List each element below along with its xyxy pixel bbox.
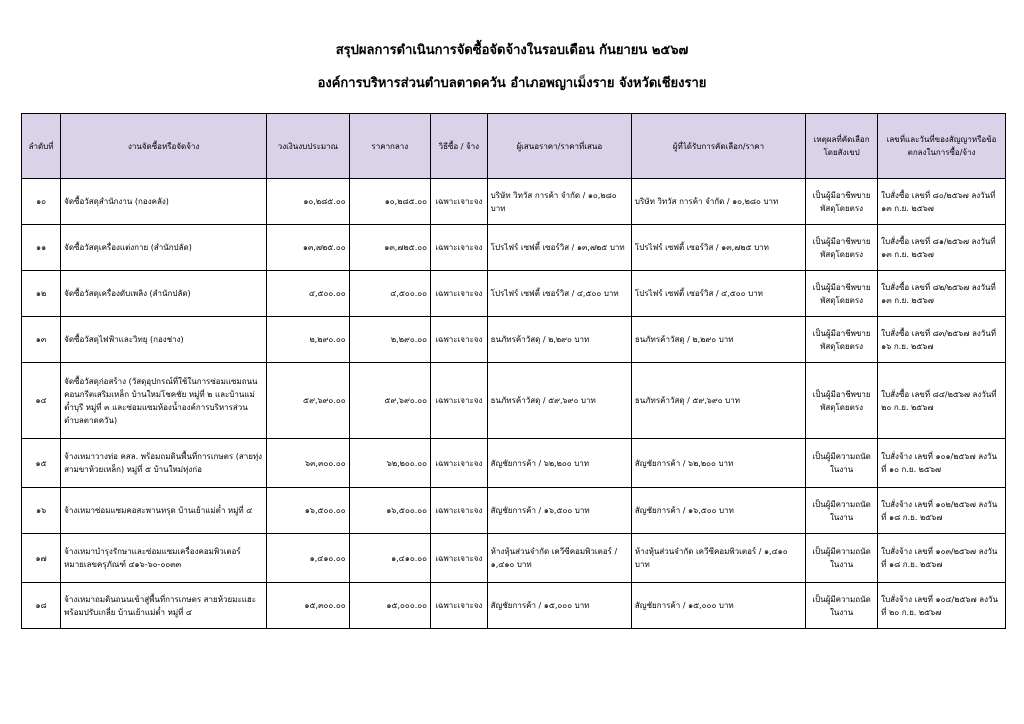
col-header-item: งานจัดซื้อหรือจัดจ้าง xyxy=(61,114,267,179)
table-row xyxy=(22,271,1006,317)
budget-amount-cell: ๑,๔๑๐.๐๐ xyxy=(267,534,349,583)
table-row xyxy=(22,179,1006,225)
selected-vendor-and-price-cell: โปรไฟร์ เซฟตี้ เซอร์วิส / ๔,๕๐๐ บาท xyxy=(631,271,805,317)
budget-amount-cell: ๖๓,๓๐๐.๐๐ xyxy=(267,439,349,488)
item-description-cell: จัดซื้อวัสดุไฟฟ้าและวิทยุ (กองช่าง) xyxy=(61,317,267,363)
median-price-cell: ๑๕,๐๐๐.๐๐ xyxy=(349,583,430,629)
selected-vendor-and-price-cell: ธนภัทรค้าวัสดุ / ๕๙,๖๙๐ บาท xyxy=(631,363,805,439)
selected-vendor-and-price-cell: โปรไฟร์ เซฟตี้ เซอร์วิส / ๑๓,๗๒๕ บาท xyxy=(631,225,805,271)
procurement-method-cell: เฉพาะเจาะจง xyxy=(431,271,488,317)
selection-reason-cell: เป็นผู้มีอาชีพขายพัสดุโดยตรง xyxy=(806,225,878,271)
procurement-method-cell: เฉพาะเจาะจง xyxy=(431,179,488,225)
col-header-budget: วงเงินงบประมาณ xyxy=(267,114,349,179)
budget-amount-cell: ๑๕,๓๐๐.๐๐ xyxy=(267,583,349,629)
table-header-row xyxy=(22,114,1006,179)
selected-vendor-and-price-cell: ธนภัทรค้าวัสดุ / ๒,๒๙๐ บาท xyxy=(631,317,805,363)
bidder-and-price-cell: ธนภัทรค้าวัสดุ / ๒,๒๙๐ บาท xyxy=(487,317,631,363)
budget-amount-cell: ๔,๕๐๐.๐๐ xyxy=(267,271,349,317)
row-number-cell: ๑๓ xyxy=(22,317,61,363)
col-header-no: ลำดับที่ xyxy=(22,114,61,179)
col-header-winner: ผู้ที่ได้รับการคัดเลือก/ราคา xyxy=(631,114,805,179)
procurement-method-cell: เฉพาะเจาะจง xyxy=(431,534,488,583)
item-description-cell: จ้างเหมาซ่อมแซมคอสะพานทรุด บ้านเย้าแม่ต๋ำ หมู่ที่ ๔ xyxy=(61,488,267,534)
median-price-cell: ๕๙,๖๙๐.๐๐ xyxy=(349,363,430,439)
contract-number-date-cell: ใบสั่งซื้อ เลขที่ ๘๐/๒๕๖๗ ลงวันที่ ๑๓ ก.ย. ๒๕๖๗ xyxy=(878,179,1006,225)
table-row xyxy=(22,488,1006,534)
contract-number-date-cell: ใบสั่งซื้อ เลขที่ ๘๒/๒๕๖๗ ลงวันที่ ๑๓ ก.ย. ๒๕๖๗ xyxy=(878,271,1006,317)
table-body xyxy=(22,179,1006,629)
selection-reason-cell: เป็นผู้มีความถนัดในงาน xyxy=(806,534,878,583)
median-price-cell: ๒,๒๙๐.๐๐ xyxy=(349,317,430,363)
median-price-cell: ๑,๔๑๐.๐๐ xyxy=(349,534,430,583)
bidder-and-price-cell: โปรไฟร์ เซฟตี้ เซอร์วิส / ๑๓,๗๒๕ บาท xyxy=(487,225,631,271)
bidder-and-price-cell: บริษัท วิทวัส การค้า จำกัด / ๑๐,๒๘๐ บาท xyxy=(487,179,631,225)
table-row xyxy=(22,363,1006,439)
bidder-and-price-cell: โปรไฟร์ เซฟตี้ เซอร์วิส / ๔,๕๐๐ บาท xyxy=(487,271,631,317)
row-number-cell: ๑๖ xyxy=(22,488,61,534)
median-price-cell: ๑๐,๒๘๕.๐๐ xyxy=(349,179,430,225)
document-title: สรุปผลการดำเนินการจัดซื้อจัดจ้างในรอบเดือน กันยายน ๒๕๖๗ xyxy=(335,43,689,58)
table-row xyxy=(22,534,1006,583)
selected-vendor-and-price-cell: สัญชัยการค้า / ๑๕,๐๐๐ บาท xyxy=(631,583,805,629)
row-number-cell: ๑๔ xyxy=(22,363,61,439)
contract-number-date-cell: ใบสั่งจ้าง เลขที่ ๑๐๑/๒๕๖๗ ลงวันที่ ๑๐ ก.ย. ๒๕๖๗ xyxy=(878,439,1006,488)
item-description-cell: จัดซื้อวัสดุก่อสร้าง (วัสดุอุปกรณ์ที่ใช้ในการซ่อมแซมถนนคอนกรีตเสริมเหล็ก บ้านใหม่โชคชัย หมู่ที่ ๒ และบ้านแม่ต๋ำบุรี หมู่ที่ ๓ และซ่อมแซมห้องน้ำองค์การบริหารส่วนตำบลตาดควัน) xyxy=(61,363,267,439)
item-description-cell: จ้างเหมาวางท่อ คสล. พร้อมถมดินพื้นที่การเกษตร (สายทุ่งสามขาห้วยเหล็ก) หมู่ที่ ๕ บ้านใหม่ทุ่งก่อ xyxy=(61,439,267,488)
budget-amount-cell: ๑๓,๗๒๕.๐๐ xyxy=(267,225,349,271)
procurement-table xyxy=(21,113,1006,629)
selection-reason-cell: เป็นผู้มีอาชีพขายพัสดุโดยตรง xyxy=(806,363,878,439)
median-price-cell: ๑๖,๕๐๐.๐๐ xyxy=(349,488,430,534)
contract-number-date-cell: ใบสั่งจ้าง เลขที่ ๑๐๔/๒๕๖๗ ลงวันที่ ๒๐ ก.ย. ๒๕๖๗ xyxy=(878,583,1006,629)
median-price-cell: ๖๒,๒๐๐.๐๐ xyxy=(349,439,430,488)
procurement-method-cell: เฉพาะเจาะจง xyxy=(431,488,488,534)
row-number-cell: ๑๕ xyxy=(22,439,61,488)
selected-vendor-and-price-cell: ห้างหุ้นส่วนจำกัด เควีซีคอมพิวเตอร์ / ๑,๔๑๐ บาท xyxy=(631,534,805,583)
selected-vendor-and-price-cell: สัญชัยการค้า / ๑๖,๕๐๐ บาท xyxy=(631,488,805,534)
contract-number-date-cell: ใบสั่งจ้าง เลขที่ ๑๐๒/๒๕๖๗ ลงวันที่ ๑๘ ก.ย. ๒๕๖๗ xyxy=(878,488,1006,534)
budget-amount-cell: ๑๖,๕๐๐.๐๐ xyxy=(267,488,349,534)
bidder-and-price-cell: ธนภัทรค้าวัสดุ / ๕๙,๖๙๐ บาท xyxy=(487,363,631,439)
selected-vendor-and-price-cell: บริษัท วิทวัส การค้า จำกัด / ๑๐,๒๘๐ บาท xyxy=(631,179,805,225)
item-description-cell: จัดซื้อวัสดุเครื่องแต่งกาย (สำนักปลัด) xyxy=(61,225,267,271)
document-subtitle: องค์การบริหารส่วนตำบลตาดควัน อำเภอพญาเม็งราย จังหวัดเชียงราย xyxy=(317,76,707,91)
bidder-and-price-cell: ห้างหุ้นส่วนจำกัด เควีซีคอมพิวเตอร์ / ๑,๔๑๐ บาท xyxy=(487,534,631,583)
row-number-cell: ๑๒ xyxy=(22,271,61,317)
procurement-method-cell: เฉพาะเจาะจง xyxy=(431,363,488,439)
table-row xyxy=(22,225,1006,271)
median-price-cell: ๑๓,๗๒๕.๐๐ xyxy=(349,225,430,271)
budget-amount-cell: ๑๐,๒๘๕.๐๐ xyxy=(267,179,349,225)
median-price-cell: ๔,๕๐๐.๐๐ xyxy=(349,271,430,317)
bidder-and-price-cell: สัญชัยการค้า / ๑๖,๕๐๐ บาท xyxy=(487,488,631,534)
table-row xyxy=(22,317,1006,363)
contract-number-date-cell: ใบสั่งซื้อ เลขที่ ๘๔/๒๕๖๗ ลงวันที่ ๒๐ ก.ย. ๒๕๖๗ xyxy=(878,363,1006,439)
budget-amount-cell: ๕๙,๖๙๐.๐๐ xyxy=(267,363,349,439)
procurement-method-cell: เฉพาะเจาะจง xyxy=(431,583,488,629)
contract-number-date-cell: ใบสั่งซื้อ เลขที่ ๘๑/๒๕๖๗ ลงวันที่ ๑๓ ก.ย. ๒๕๖๗ xyxy=(878,225,1006,271)
row-number-cell: ๑๗ xyxy=(22,534,61,583)
selection-reason-cell: เป็นผู้มีความถนัดในงาน xyxy=(806,439,878,488)
selection-reason-cell: เป็นผู้มีอาชีพขายพัสดุโดยตรง xyxy=(806,179,878,225)
selection-reason-cell: เป็นผู้มีอาชีพขายพัสดุโดยตรง xyxy=(806,271,878,317)
col-header-contract: เลขที่และวันที่ของสัญญาหรือข้อตกลงในการซื้อ/จ้าง xyxy=(878,114,1006,179)
procurement-method-cell: เฉพาะเจาะจง xyxy=(431,439,488,488)
table-row xyxy=(22,439,1006,488)
selection-reason-cell: เป็นผู้มีความถนัดในงาน xyxy=(806,488,878,534)
col-header-reason: เหตุผลที่คัดเลือกโดยสังเขป xyxy=(806,114,878,179)
row-number-cell: ๑๑ xyxy=(22,225,61,271)
item-description-cell: จัดซื้อวัสดุสำนักงาน (กองคลัง) xyxy=(61,179,267,225)
contract-number-date-cell: ใบสั่งซื้อ เลขที่ ๘๓/๒๕๖๗ ลงวันที่ ๑๖ ก.ย. ๒๕๖๗ xyxy=(878,317,1006,363)
item-description-cell: จัดซื้อวัสดุเครื่องดับเพลิง (สำนักปลัด) xyxy=(61,271,267,317)
budget-amount-cell: ๒,๒๙๐.๐๐ xyxy=(267,317,349,363)
item-description-cell: จ้างเหมาถมดินถนนเข้าสู่พื้นที่การเกษตร สายห้วยมะแฮะ พร้อมปรับเกลี่ย บ้านเย้าแม่ต๋ำ หมู่ที่ ๔ xyxy=(61,583,267,629)
bidder-and-price-cell: สัญชัยการค้า / ๑๕,๐๐๐ บาท xyxy=(487,583,631,629)
contract-number-date-cell: ใบสั่งจ้าง เลขที่ ๑๐๓/๒๕๖๗ ลงวันที่ ๑๘ ก.ย. ๒๕๖๗ xyxy=(878,534,1006,583)
col-header-bidder: ผู้เสนอราคา/ราคาที่เสนอ xyxy=(487,114,631,179)
row-number-cell: ๑๐ xyxy=(22,179,61,225)
row-number-cell: ๑๘ xyxy=(22,583,61,629)
selection-reason-cell: เป็นผู้มีอาชีพขายพัสดุโดยตรง xyxy=(806,317,878,363)
selection-reason-cell: เป็นผู้มีความถนัดในงาน xyxy=(806,583,878,629)
bidder-and-price-cell: สัญชัยการค้า / ๖๒,๒๐๐ บาท xyxy=(487,439,631,488)
table-row xyxy=(22,583,1006,629)
item-description-cell: จ้างเหมาบำรุงรักษาและซ่อมแซมเครื่องคอมพิวเตอร์ หมายเลขครุภัณฑ์ ๔๑๖-๖๐-๐๐๓๓ xyxy=(61,534,267,583)
procurement-method-cell: เฉพาะเจาะจง xyxy=(431,317,488,363)
procurement-method-cell: เฉพาะเจาะจง xyxy=(431,225,488,271)
col-header-method: วิธีซื้อ / จ้าง xyxy=(431,114,488,179)
selected-vendor-and-price-cell: สัญชัยการค้า / ๖๒,๒๐๐ บาท xyxy=(631,439,805,488)
col-header-median-price: ราคากลาง xyxy=(349,114,430,179)
